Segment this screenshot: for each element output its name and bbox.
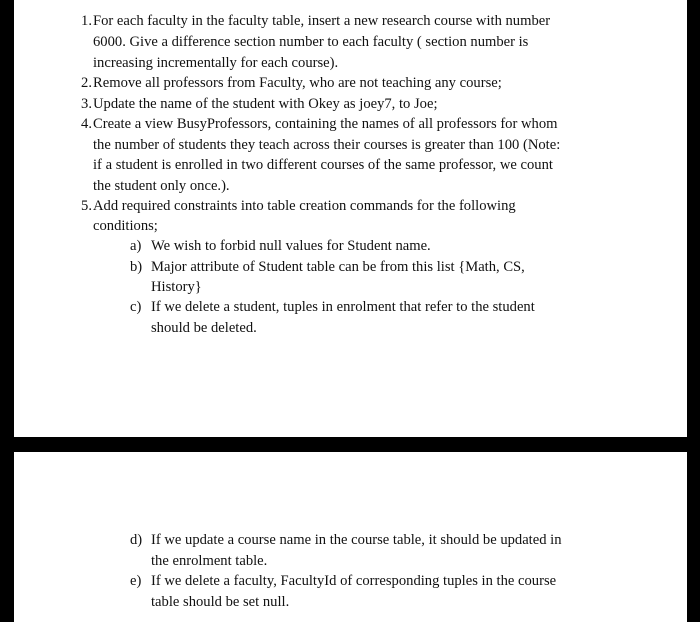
document-page-top: [14, 0, 687, 437]
subitem-text-line: We wish to forbid null values for Student name.: [151, 238, 431, 254]
subitem-text-line: Major attribute of Student table can be from this list {Math, CS,: [151, 259, 525, 275]
item-text-line: Update the name of the student with Okey as joey7, to Joe;: [93, 96, 438, 112]
item-text-line: 6000. Give a difference section number to each faculty ( section number is: [93, 34, 529, 50]
item-number: 5.: [81, 198, 92, 214]
item-text-line: For each faculty in the faculty table, insert a new research course with number: [93, 13, 551, 29]
item-number: 3.: [81, 96, 92, 112]
subitem-text-line: History}: [151, 279, 202, 295]
item-text-line: Add required constraints into table creation commands for the following: [93, 198, 516, 214]
item-text-line: the student only once.).: [93, 178, 230, 194]
subitem-text-line: If we delete a student, tuples in enrolment that refer to the student: [151, 299, 535, 315]
subitem-text-line: If we update a course name in the course table, it should be updated in: [151, 532, 562, 548]
item-text-line: increasing incrementally for each course).: [93, 55, 339, 71]
item-number: 1.: [81, 13, 92, 29]
subitem-text-line: should be deleted.: [151, 320, 257, 336]
subitem-letter: a): [130, 238, 142, 254]
subitem-letter: c): [130, 299, 142, 315]
item-text-line: Create a view BusyProfessors, containing the names of all professors for whom: [93, 116, 558, 132]
subitem-text-line: table should be set null.: [151, 594, 290, 610]
subitem-letter: e): [130, 573, 142, 589]
item-number: 4.: [81, 116, 92, 132]
item-number: 2.: [81, 75, 92, 91]
item-text-line: the number of students they teach across their courses is greater than 100 (Note:: [93, 137, 561, 153]
item-text-line: if a student is enrolled in two different courses of the same professor, we count: [93, 157, 553, 173]
subitem-text-line: the enrolment table.: [151, 553, 268, 569]
item-text-line: conditions;: [93, 218, 158, 234]
subitem-text-line: If we delete a faculty, FacultyId of corresponding tuples in the course: [151, 573, 557, 589]
subitem-letter: d): [130, 532, 143, 548]
document-page-bottom: [14, 452, 687, 622]
item-text-line: Remove all professors from Faculty, who are not teaching any course;: [93, 75, 502, 91]
subitem-letter: b): [130, 259, 143, 275]
